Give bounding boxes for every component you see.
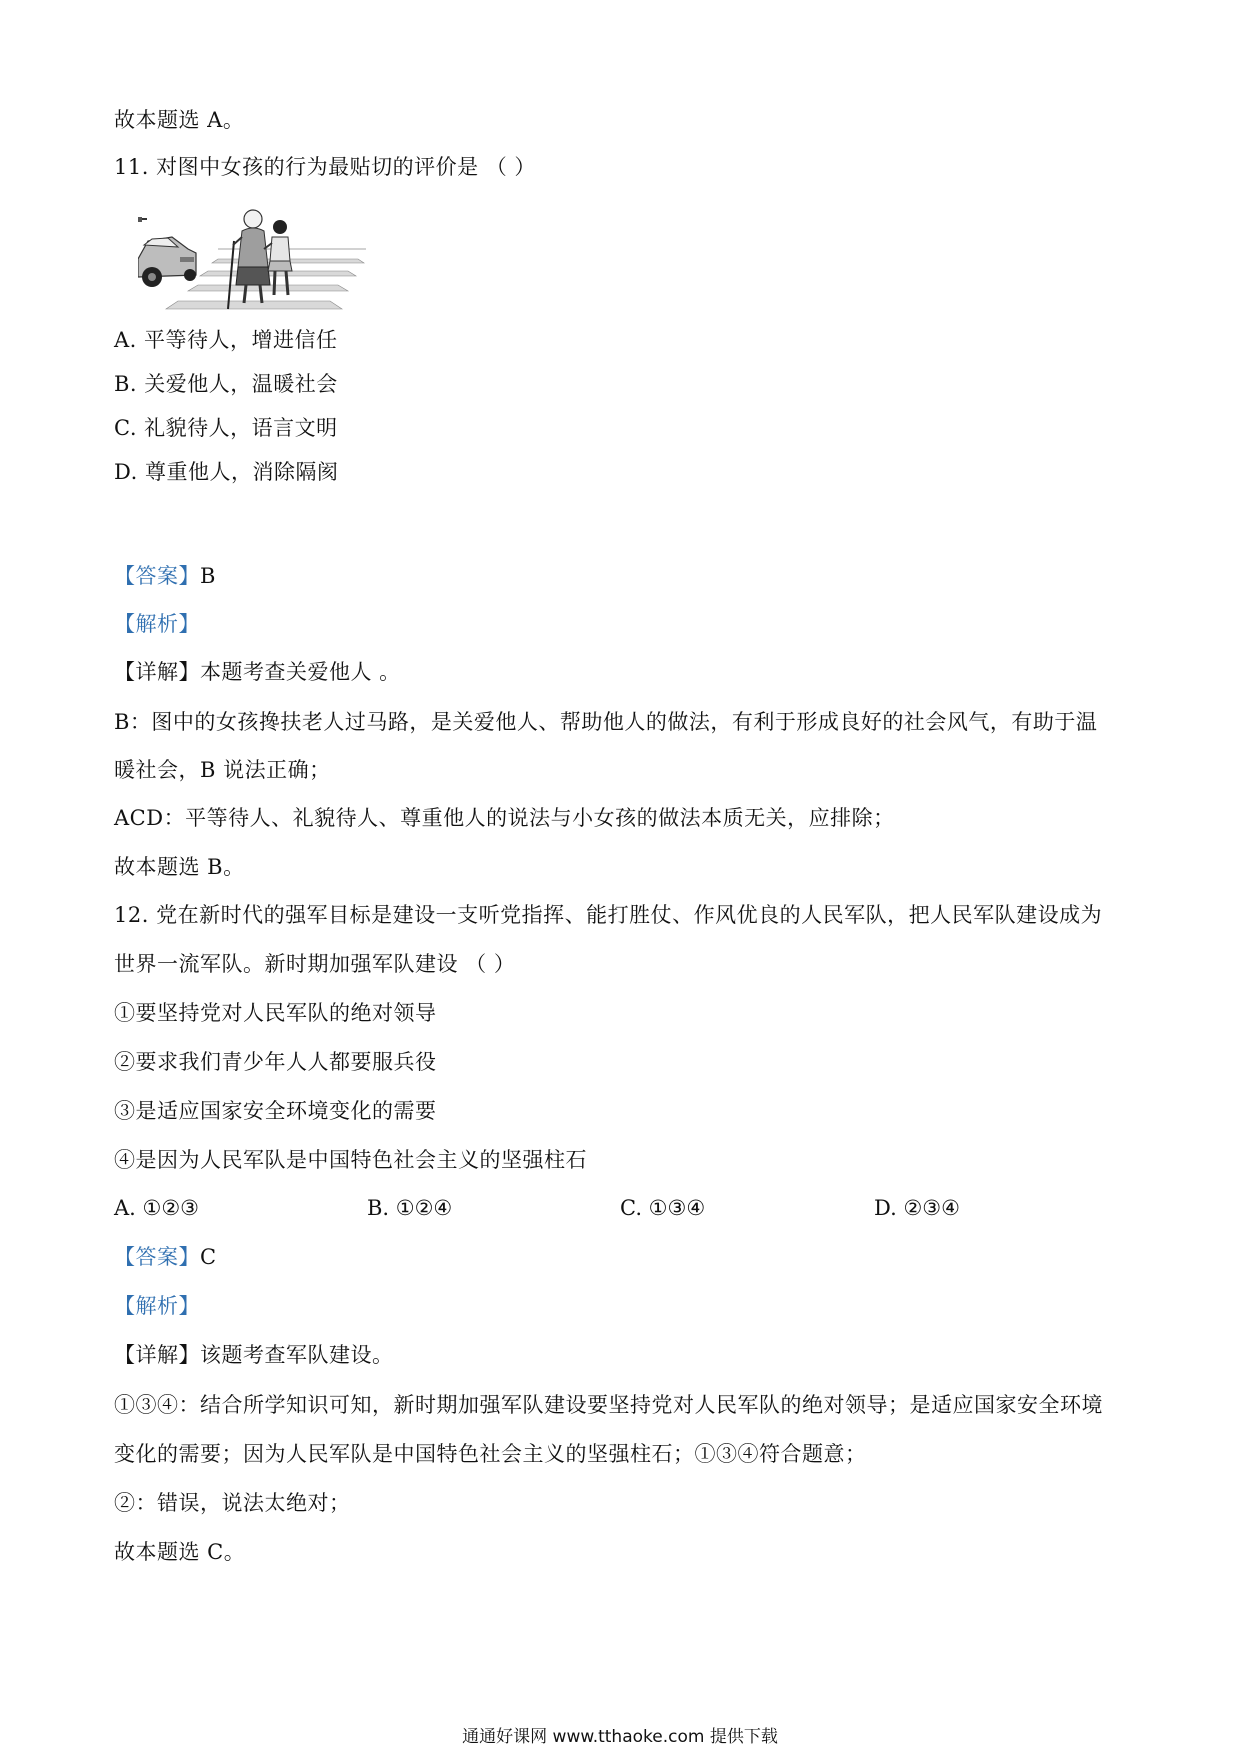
detail-11: 【详解】本题考查关爱他人 。: [114, 660, 401, 684]
statement-2: ②要求我们青少年人人都要服兵役: [114, 1050, 437, 1074]
analysis-tag: 【解析】: [114, 1294, 200, 1318]
prev-conclusion: 故本题选 A。: [114, 108, 245, 132]
question-12-line-2: 世界一流军队。新时期加强军队建设 （ ）: [114, 952, 516, 976]
page-footer: 通通好课网 www.tthaoke.com 提供下载: [462, 1727, 778, 1747]
q12-option-b: B. ①②④: [367, 1196, 453, 1220]
car-icon: [138, 237, 196, 287]
q12-option-c: C. ①③④: [620, 1196, 706, 1220]
statement-3: ③是适应国家安全环境变化的需要: [114, 1099, 437, 1123]
detail-11-b-1: B：图中的女孩搀扶老人过马路，是关爱他人、帮助他人的做法，有利于形成良好的社会风气，有助于温: [114, 710, 1098, 734]
statement-1: ①要坚持党对人民军队的绝对领导: [114, 1001, 437, 1025]
question-11: 11. 对图中女孩的行为最贴切的评价是 （ ）: [114, 155, 536, 179]
option-b: B. 关爱他人，温暖社会: [114, 372, 338, 396]
question-12-line-1: 12. 党在新时代的强军目标是建设一支听党指挥、能打胜仗、作风优良的人民军队，把人民军队建设成为: [114, 903, 1103, 927]
option-d: D. 尊重他人，消除隔阂: [114, 460, 339, 484]
answer-value: B: [200, 564, 216, 588]
q12-option-a: A. ①②③: [114, 1196, 199, 1220]
girl-helping-elder-illustration: [138, 205, 368, 317]
option-c: C. 礼貌待人，语言文明: [114, 416, 338, 440]
answer-line-11: [114, 561, 216, 591]
statement-4: ④是因为人民军队是中国特色社会主义的坚强柱石: [114, 1148, 587, 1172]
detail-12: 【详解】该题考查军队建设。: [114, 1343, 394, 1367]
q12-option-d: D. ②③④: [874, 1196, 960, 1220]
detail-11-acd: ACD：平等待人、礼貌待人、尊重他人的说法与小女孩的做法本质无关，应排除；: [114, 806, 895, 830]
conclusion-11: 故本题选 B。: [114, 855, 245, 879]
answer-tag: 【答案】: [114, 1245, 200, 1269]
answer-line-12: [114, 1242, 217, 1272]
detail-11-b-2: 暖社会，B 说法正确；: [114, 758, 331, 782]
detail-12-a-1: ①③④：结合所学知识可知，新时期加强军队建设要坚持党对人民军队的绝对领导；是适应国家安全环境: [114, 1393, 1103, 1417]
option-a: A. 平等待人，增进信任: [114, 328, 338, 352]
answer-value: C: [200, 1245, 217, 1269]
detail-12-b: ②：错误，说法太绝对；: [114, 1491, 351, 1515]
conclusion-12: 故本题选 C。: [114, 1540, 246, 1564]
detail-12-a-2: 变化的需要；因为人民军队是中国特色社会主义的坚强柱石；①③④符合题意；: [114, 1442, 867, 1466]
answer-tag: 【答案】: [114, 564, 200, 588]
analysis-tag: 【解析】: [114, 612, 200, 636]
